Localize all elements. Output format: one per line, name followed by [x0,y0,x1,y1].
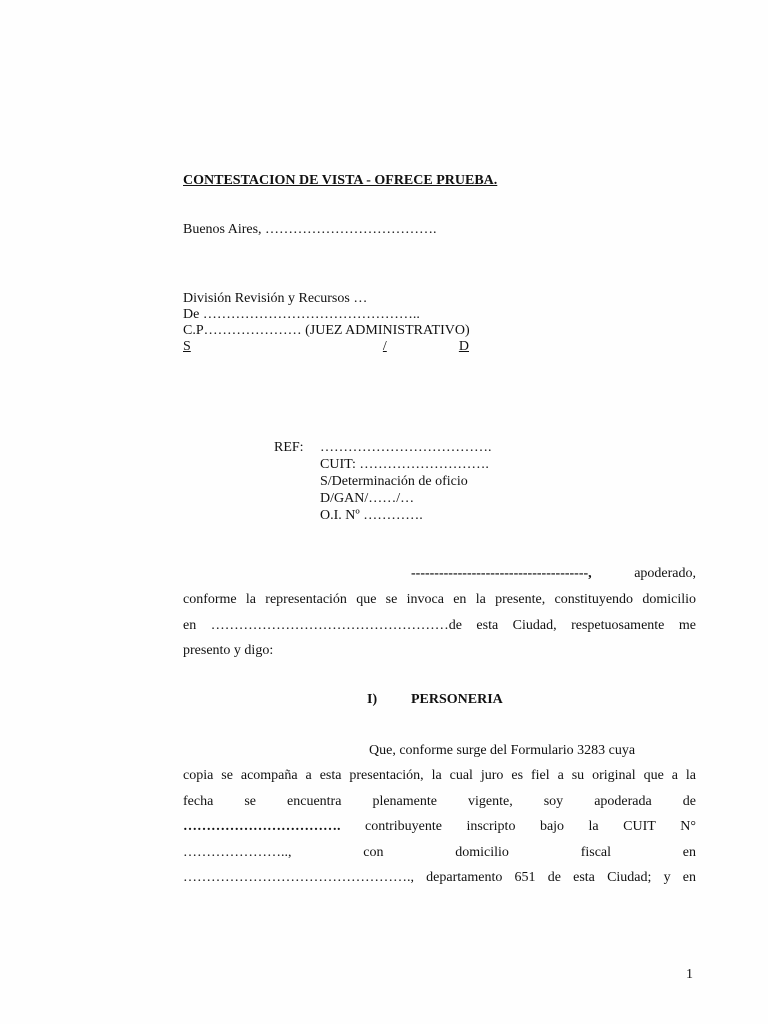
body-line-5 [183,845,696,861]
body-line-6 [183,870,696,886]
intro-line-1 [411,566,696,582]
ref-line-2: CUIT: ………………………. [320,457,489,472]
body-line-1 [369,743,696,759]
addressee-s: S [183,339,191,354]
intro-line-3 [183,618,696,634]
intro-line-2-text: conforme la representación que se invoca en la presente, constituyendo domicilio [183,592,696,607]
body-line-3-word: fecha [183,794,214,809]
body-line-5-word: fiscal [580,845,612,860]
body-line-3-word: se [244,794,256,809]
body-line-4-word: bajo [539,819,565,834]
body-line-4-word: N° [680,819,696,834]
addressee-line-1: División Revisión y Recursos … [183,291,368,306]
body-line-4-word: contribuyente [364,819,442,834]
ref-line-1: ………………………………. [320,440,492,455]
intro-line-4: presento y digo: [183,643,274,658]
ref-label: REF: [274,440,304,455]
body-line-4 [183,819,696,835]
section-1-heading: PERSONERIA [411,692,503,707]
intro-dashes: --------------------------------------, [411,566,592,581]
ref-line-3: S/Determinación de oficio [320,474,468,489]
body-line-5-word: con [363,845,384,860]
addressee-line-3: C.P………………… (JUEZ ADMINISTRATIVO) [183,323,470,338]
ref-line-5: O.I. Nº …………. [320,508,423,523]
body-line-2-text: copia se acompaña a esta presentación, la cual juro es fiel a su original que a la [183,768,696,783]
body-line-4-word: la [588,819,599,834]
body-line-3-word: apoderada [594,794,652,809]
ref-line-4: D/GAN/……/… [320,491,415,506]
intro-line-3-text: en ……………………………………………de esta Ciudad, respetuosamente me [183,618,696,633]
body-line-3-word: encuentra [287,794,342,809]
body-line-4-word: inscripto [466,819,516,834]
body-line-3 [183,794,696,810]
body-line-5-word: en [682,845,696,860]
section-1-number: I) [367,692,378,707]
body-line-6-text: …………………………………………., departamento 651 de esta Ciudad; y en [183,870,696,885]
document-title: CONTESTACION DE VISTA - OFRECE PRUEBA. [183,173,498,188]
addressee-slash: / [382,339,387,354]
body-line-3-word: vigente, [468,794,513,809]
body-line-1-text: Que, conforme surge del Formulario 3283 cuya [369,743,636,758]
addressee-line-2: De ……………………………………….. [183,307,420,322]
body-line-2 [183,768,696,784]
body-line-5-word: ………………….., [183,845,292,860]
body-line-3-word: plenamente [372,794,437,809]
body-line-3-word: soy [543,794,564,809]
addressee-sd-line [183,339,469,355]
addressee-d: D [458,339,469,354]
intro-apoderado: apoderado, [634,566,696,581]
body-line-4-dots: ……………………………. [183,819,341,834]
place-date: Buenos Aires, ………………………………. [183,222,437,237]
body-line-5-word: domicilio [455,845,509,860]
intro-line-2 [183,592,696,608]
body-line-4-word: CUIT [623,819,656,834]
page-number: 1 [686,967,693,982]
body-line-3-word: de [682,794,696,809]
